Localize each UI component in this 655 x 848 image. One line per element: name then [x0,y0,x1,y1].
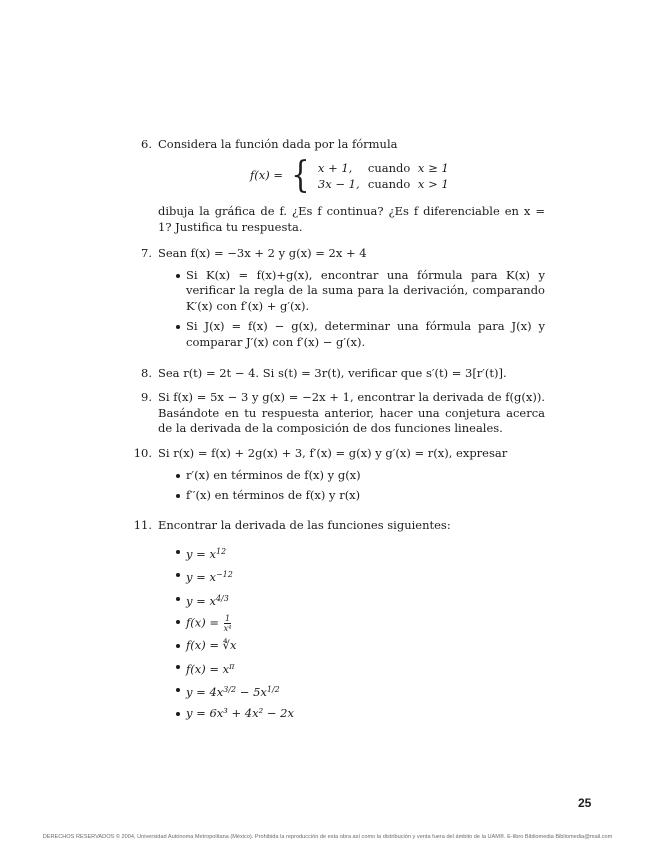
expression: y = x [186,546,216,561]
exponent: 12 [215,546,227,556]
case-expression: 3x − 1, [317,177,360,191]
expression: y = 4x [186,685,224,699]
expression: f(x) = x [186,661,230,676]
exercise-7 [130,246,545,355]
numerator: 1 [224,614,231,623]
expression: − 5x [236,685,267,699]
left-brace: { [291,155,310,196]
list-item [158,544,545,563]
list-item: Si J(x) = f(x) − g(x), determinar una fórmula para J(x) y comparar J′(x) con f′(x) − g′(x). [158,319,545,350]
list-item [158,567,545,586]
formula-cases [318,160,449,192]
exercise-number: 6. [141,137,152,151]
exercise-10 [130,446,545,509]
exercise-text: Considera la función dada por la fórmula [158,137,398,151]
expression: y = x [186,593,216,608]
list-item [158,638,545,654]
expression: f(x) = ∜x [186,638,237,652]
exercise-8 [130,366,545,382]
exercise-text: dibuja la gráfica de f. ¿Es f continua? ¿Es f diferenciable en x = 1? Justifica tu respuesta. [158,204,545,234]
exercise-text: Encontrar la derivada de las funciones siguientes: [158,518,451,532]
exercise-text: Sea r(t) = 2t − 4. Si s(t) = 3r(t), verificar que s′(t) = 3[r′(t)]. [158,366,507,380]
exponent: 3/2 [223,685,237,694]
bullet-list [158,468,545,504]
list-item [158,706,545,722]
exercise-text: Sean f(x) = −3x + 2 y g(x) = 2x + 4 [158,246,367,260]
case-word: cuando [367,161,411,175]
case-word: cuando [367,177,411,191]
exercise-number: 10. [133,446,152,460]
formula-lhs: f(x) = [250,168,284,183]
case-condition: x > 1 [417,177,449,191]
exercise-6 [130,137,545,153]
case-condition: x ≥ 1 [417,161,449,175]
exercise-9 [130,390,545,437]
list-item [158,614,545,633]
expression: y = 6x³ + 4x² − 2x [186,705,294,720]
piecewise-formula [250,155,449,196]
exercise-11 [130,518,545,726]
derivative-list [158,544,545,722]
exercise-6-continued [130,204,545,235]
list-item: Si K(x) = f(x)+g(x), encontrar una fórmula para K(x) y verificar la regla de la suma para la derivación, comparando K′(x) con f′(x) + g′(x). [158,268,545,315]
bullet-list [158,268,545,351]
copyright-footer: DERECHOS RESERVADOS © 2004, Universidad Autónoma Metropolitana (México). Prohibida la reproducción de esta obra así como la distribución y venta fuera del ámbito de la UAM®. E-libro Bibliomedia Bibliomedia@mail.com [42,834,613,840]
exponent: 4/3 [215,593,229,603]
list-item [158,591,545,610]
exercise-number: 11. [133,518,152,532]
formula-case-1 [318,160,449,176]
formula-case-2 [318,176,449,192]
exponent: π [229,661,235,671]
list-item [158,659,545,678]
list-item [158,682,545,701]
exponent: −12 [215,570,233,579]
exercise-number: 8. [141,366,152,380]
exercise-number: 7. [141,246,152,260]
exercise-number: 9. [141,390,152,404]
exercise-text: Si f(x) = 5x − 3 y g(x) = −2x + 1, encontrar la derivada de f(g(x)). Basándote en tu respuesta anterior, hacer una conjetura acerca de la derivada de la composición de dos funciones lineales. [158,390,545,435]
exponent: 1/2 [266,685,280,694]
list-item: r′(x) en términos de f(x) y g(x) [158,468,545,484]
denominator: x⁴ [223,624,232,633]
fraction [224,614,232,633]
case-expression: x + 1, [317,161,353,175]
expression: f(x) = [186,615,220,630]
page-number: 25 [578,796,592,810]
expression: y = x [186,570,216,584]
exercise-text: Si r(x) = f(x) + 2g(x) + 3, f′(x) = g(x) y g′(x) = r(x), expresar [158,446,508,460]
list-item: f′′(x) en términos de f(x) y r(x) [158,488,545,504]
